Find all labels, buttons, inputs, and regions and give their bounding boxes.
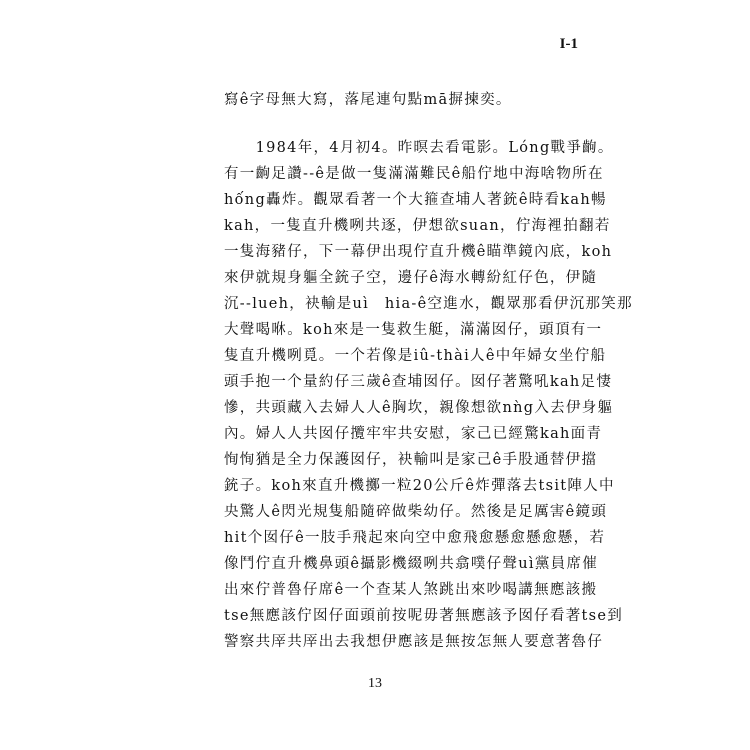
body-line: 大聲喝咻。koh來是一隻救生艇，滿滿囡仔，頭頂有一 [224,322,603,338]
body-line: 來伊就規身軀全銃子空，邊仔ê海水轉紛紅仔色，伊隨 [224,270,598,286]
body-line: hống轟炸。觀眾看著一个大箍查埔人著銃ê時看kah暢 [224,192,607,208]
body-line: 隻直升機咧覓。一个若像是iû-thài人ê中年婦女坐佇船 [224,348,607,364]
body-line: tse無應該佇囡仔面頭前按呢毋著無應該予囡仔看著tse到 [224,608,624,624]
body-line: 慘，共頭藏入去婦人人ê胸坎，親像想欲nǹg入去伊身軀 [224,400,614,416]
body-line: 一隻海豬仔，下一幕伊出現佇直升機ê瞄準鏡內底，koh [224,244,613,260]
body-line: 像鬥佇直升機鼻頭ê攝影機綴咧共翕噗仔聲uì黨員席催 [224,556,599,572]
body-line: 銃子。koh來直升機擲一粒20公斤ê炸彈落去tsit陣人中 [224,478,615,494]
body-line: 1984年，4月初4。昨暝去看電影。Lóng戰爭齣。 [224,140,614,156]
body-line: 內。婦人人共囡仔攬牢牢共安慰，家己已經驚kah面青 [224,426,603,442]
body-line: hit个囡仔ê一肢手飛起來向空中愈飛愈懸愈懸愈懸，若 [224,530,606,546]
body-line: 出來佇普魯仔席ê一个查某人煞跳出來吵喝講無應該搬 [224,582,598,598]
body-line: 恂恂猶是全力保護囡仔，袂輸叫是家己ê手股通替伊擋 [224,452,598,468]
body-line: 央驚人ê閃光規隻船隨碎做柴幼仔。然後是足厲害ê鏡頭 [224,504,608,520]
body-line: 警察共厗共厗出去我想伊應該是無按怎無人要意著魯仔 [224,634,604,650]
body-line: 頭手抱一个量約仔三歲ê查埔囡仔。囡仔著驚吼kah足悽 [224,374,613,390]
intro-line: 寫ê字母無大寫，落尾連句點mā摒揀奕。 [224,92,512,108]
body-line: 有一齣足讚--ê是做一隻滿滿難民ê船佇地中海啥物所在 [224,166,604,182]
page-number: 13 [368,676,382,691]
body-line: kah，一隻直升機咧共逐，伊想欲suan，佇海裡拍翻若 [224,218,611,234]
body-line: 沉--lueh，袂輸是uì hia-ê空進水，觀眾那看伊沉那笑那 [224,296,633,312]
section-label: I-1 [559,36,578,52]
